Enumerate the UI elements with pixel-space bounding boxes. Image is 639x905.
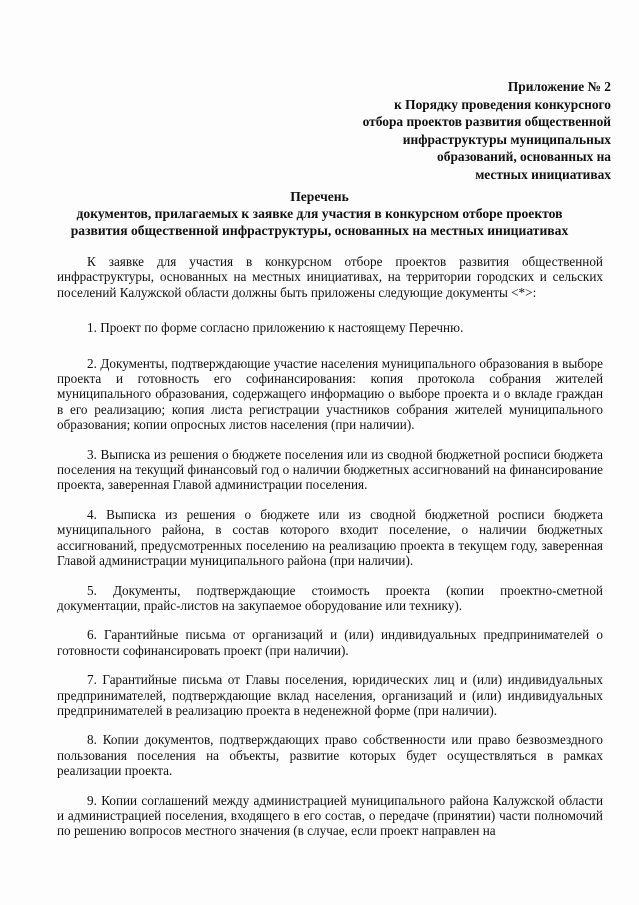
intro-paragraph: К заявке для участия в конкурсном отборе проектов развития общественной инфраструктуры, основанных на местных инициативах, на территории городских и сельских поселений Калужской области должны быть приложены следующие документы <*>: bbox=[57, 254, 603, 300]
heading-title: Перечень bbox=[290, 189, 349, 204]
list-item: 9. Копии соглашений между администрацией муниципального района Калужской области и администрацией поселения, входящего в его состав, о передаче (принятии) части полномочий по решению вопросов местного значения (в случае, если проект направлен на bbox=[57, 792, 603, 839]
document-body bbox=[57, 254, 603, 839]
list-item: 6. Гарантийные письма от организаций и (или) индивидуальных предпринимателей о готовности софинансировать проект (при наличии). bbox=[57, 627, 603, 658]
annex-line: инфраструктуры муниципальных bbox=[402, 131, 611, 147]
list-item: 3. Выписка из решения о бюджете поселения или из сводной бюджетной росписи бюджета поселения на текущий финансовый год о наличии бюджетных ассигнований на финансирование проекта, заверенная Главой администрации поселения. bbox=[57, 446, 603, 493]
heading-line: развития общественной инфраструктуры, основанных на местных инициативах bbox=[70, 223, 569, 238]
annex-header bbox=[311, 78, 611, 184]
list-item: 4. Выписка из решения о бюджете или из сводной бюджетной росписи бюджета муниципального района, в состав которого входит поселение, о наличии бюджетных ассигнований, предусмотренных поселению на реализацию проекта в текущем году, заверенная Главой администрации муниципального района (при наличии). bbox=[57, 506, 603, 569]
list-item: 5. Документы, подтверждающие стоимость проекта (копии проектно-сметной документации, прайс-листов на закупаемое оборудование или технику). bbox=[57, 582, 603, 613]
list-item: 2. Документы, подтверждающие участие населения муниципального образования в выборе проекта и готовность его софинансирования: копия протокола собрания жителей муниципального образования, содержащего информацию о выборе проекта и о вкладе граждан в его реализацию; копия листа регистрации участников собрания жителей муниципального образования; копии опросных листов населения (при наличии). bbox=[57, 355, 603, 433]
annex-line: образований, основанных на bbox=[437, 149, 611, 165]
annex-line: местных инициативах bbox=[475, 166, 611, 182]
annex-line: к Порядку проведения конкурсного bbox=[394, 96, 611, 112]
list-item: 1. Проект по форме согласно приложению к настоящему Перечню. bbox=[87, 320, 464, 336]
list-item: 8. Копии документов, подтверждающих право собственности или право безвозмездного пользования поселения на объекты, развитие которых будет осуществляться в рамках реализации проекта. bbox=[57, 732, 603, 779]
list-item: 7. Гарантийные письма от Главы поселения, юридических лиц и (или) индивидуальных предпринимателей, подтверждающие вклад населения, организаций и (или) индивидуальных предпринимателей в реализацию проекта в неденежной форме (при наличии). bbox=[57, 672, 603, 718]
annex-line: отбора проектов развития общественной bbox=[362, 114, 611, 130]
heading-line: документов, прилагаемых к заявке для участия в конкурсном отборе проектов bbox=[76, 206, 563, 221]
annex-line: Приложение № 2 bbox=[507, 79, 611, 94]
document-heading bbox=[40, 188, 599, 239]
